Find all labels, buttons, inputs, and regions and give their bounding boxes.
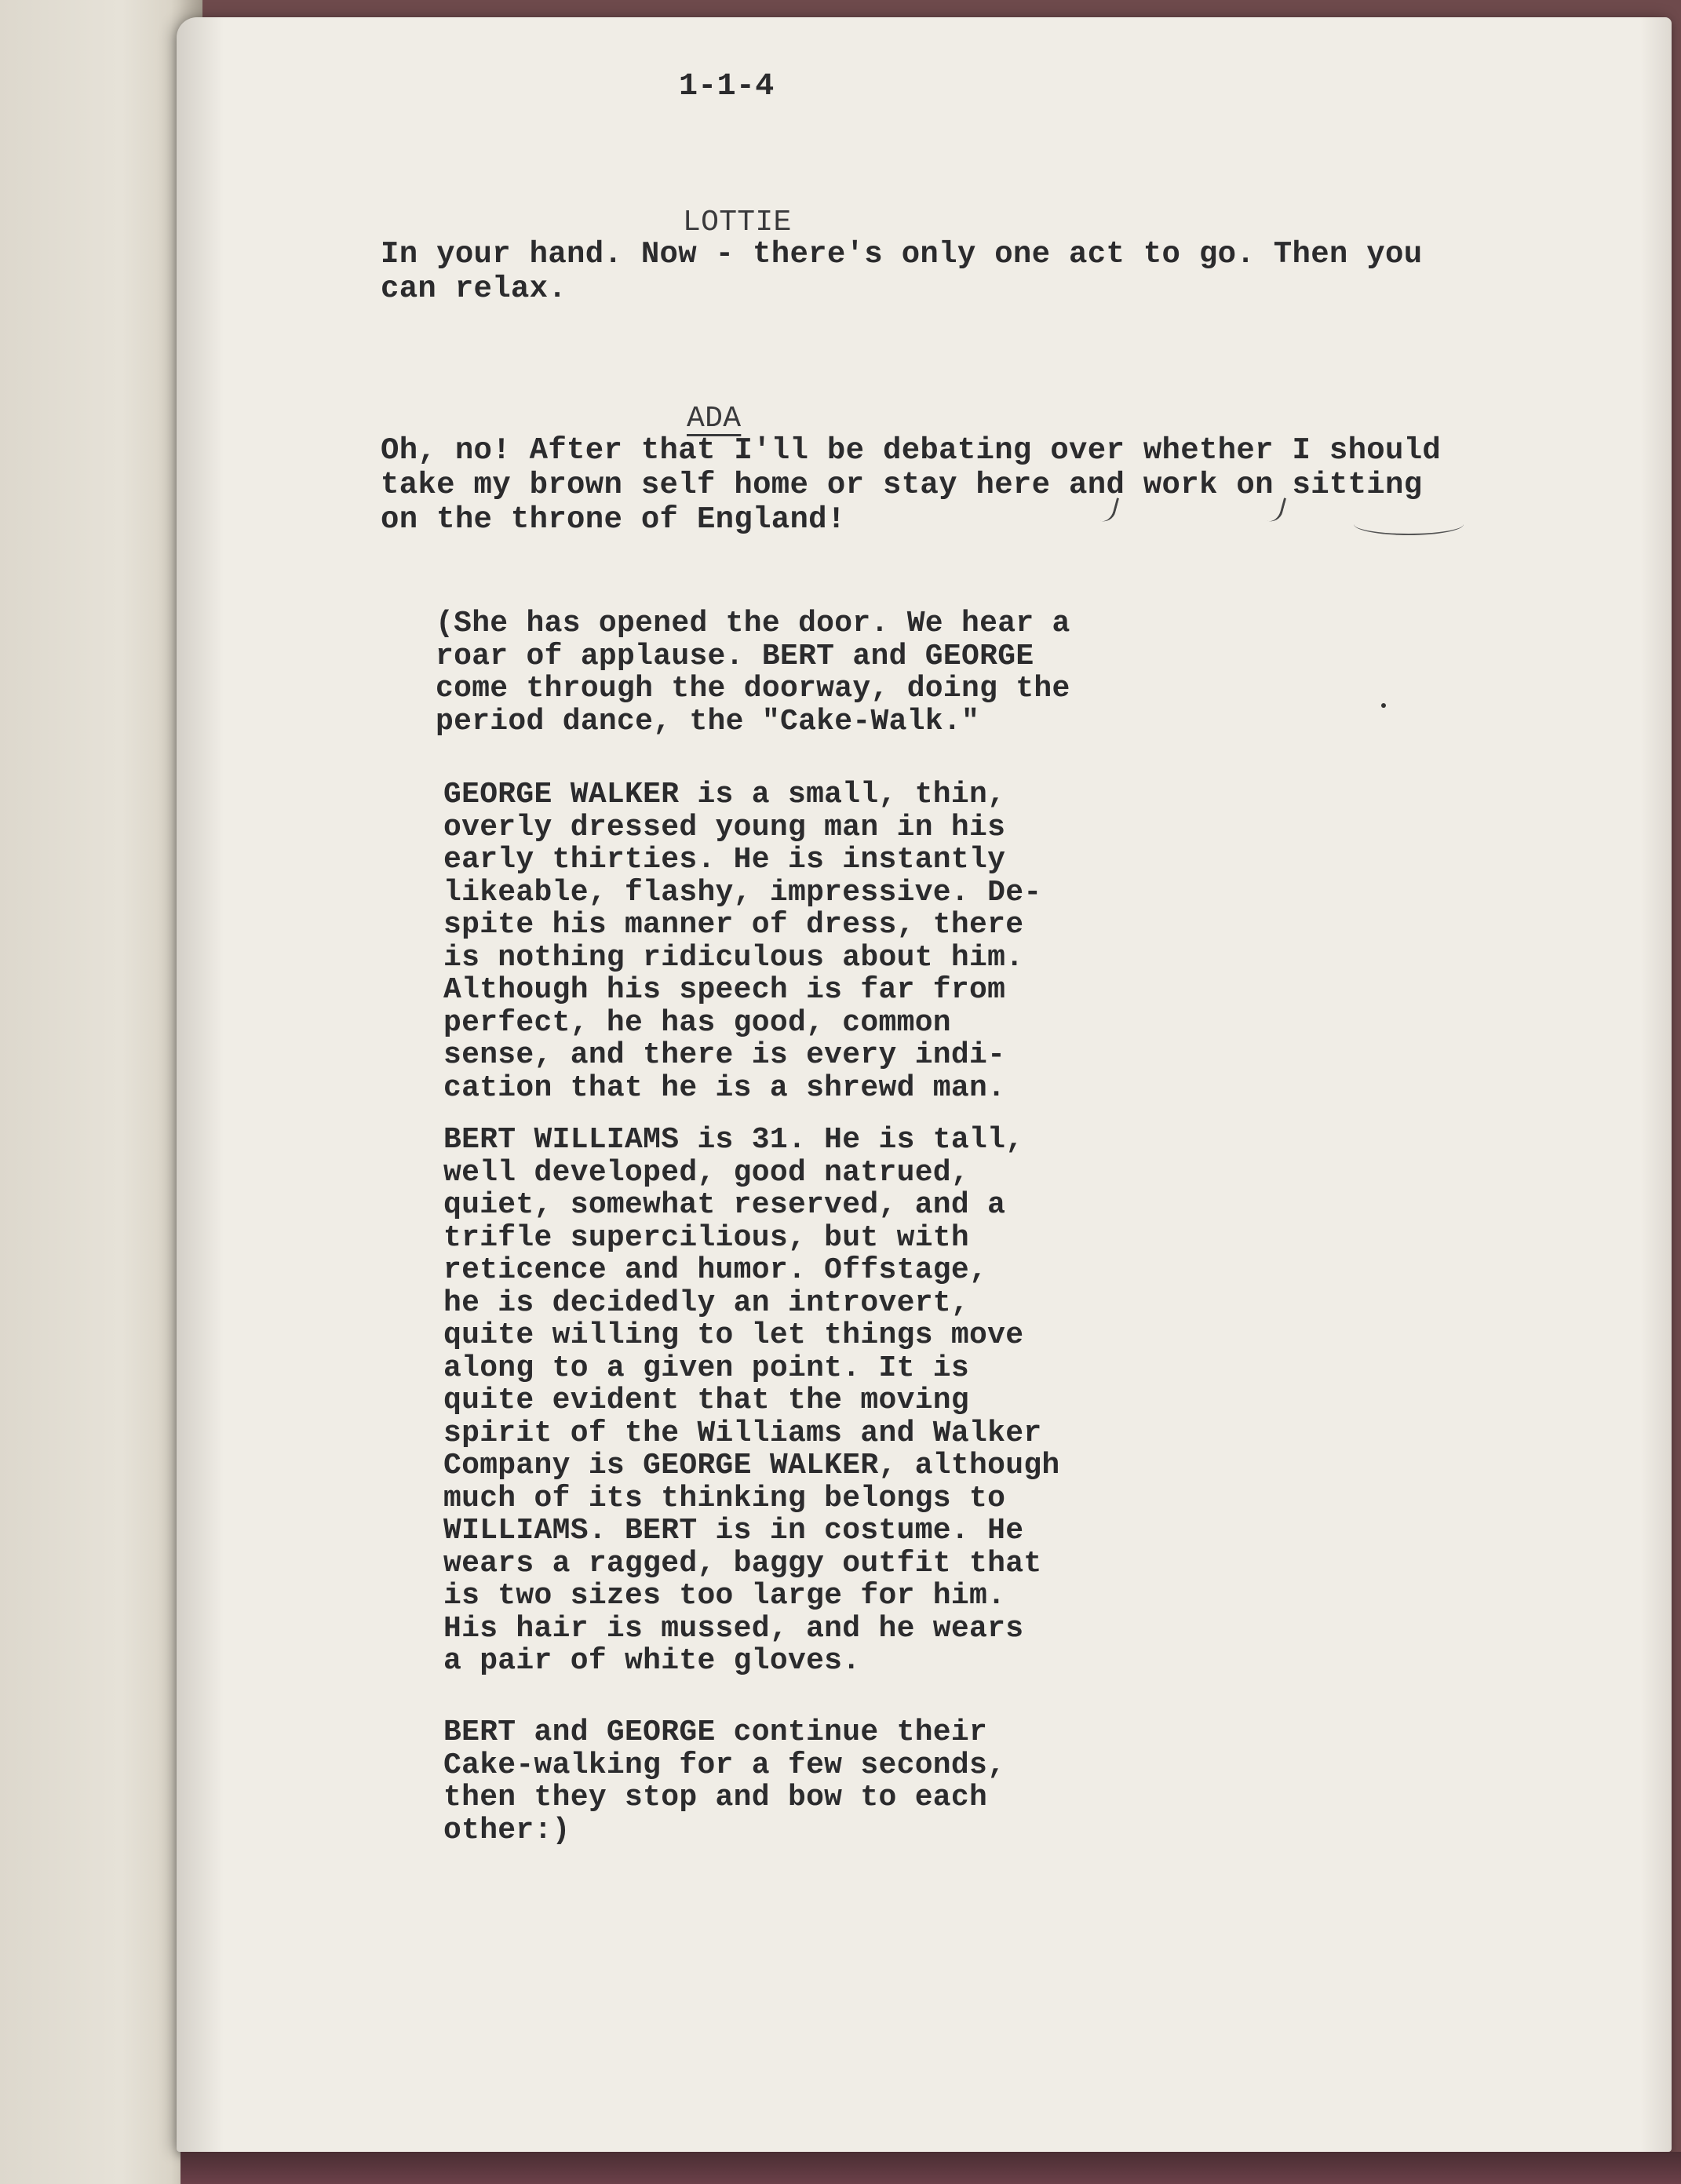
- stage-direction-opening: (She has opened the door. We hear a roar of applause. BERT and GEORGE come through the doorway, doing the period dance, the "Cake-Walk.": [436, 607, 1070, 738]
- stage-direction-bert: BERT WILLIAMS is 31. He is tall, well developed, good natrued, quiet, somewhat reserved, and a trifle supercilious, but with reticence and humor. Offstage, he is decidedly an introvert, quite willing to let things move along to a given point. It is quite evident that the moving spirit of the Williams and Walker Company is GEORGE WALKER, although much of its thinking belongs to WILLIAMS. BERT is in costume. He wears a ragged, baggy outfit that is two sizes too large for him. His hair is mussed, and he wears a pair of white gloves.: [443, 1123, 1060, 1678]
- dialogue-ada: Oh, no! After that I'll be debating over whether I should take my brown self home or stay here and work on sitting on the throne of England!: [381, 433, 1442, 537]
- page-number: 1-1-4: [679, 69, 775, 104]
- stage-direction-closing: BERT and GEORGE continue their Cake-walking for a few seconds, then they stop and bow to each other:): [443, 1715, 1006, 1847]
- stray-ink-dot: [1381, 703, 1386, 708]
- book-cover-edge: [180, 2152, 1681, 2184]
- left-facing-page: [0, 0, 202, 2184]
- script-page: [177, 17, 1672, 2152]
- dialogue-lottie: In your hand. Now - there's only one act to go. Then you can relax.: [381, 237, 1423, 306]
- character-name-ada: ADA: [687, 402, 742, 436]
- character-name-lottie: LOTTIE: [683, 206, 792, 239]
- stage-direction-george: GEORGE WALKER is a small, thin, overly dressed young man in his early thirties. He is instantly likeable, flashy, impressive. De- spite his manner of dress, there is nothing ridiculous about him. Although his speech is far from perfect, he has good, common sense, and there is every indi- cation that he is a shrewd man.: [443, 778, 1042, 1105]
